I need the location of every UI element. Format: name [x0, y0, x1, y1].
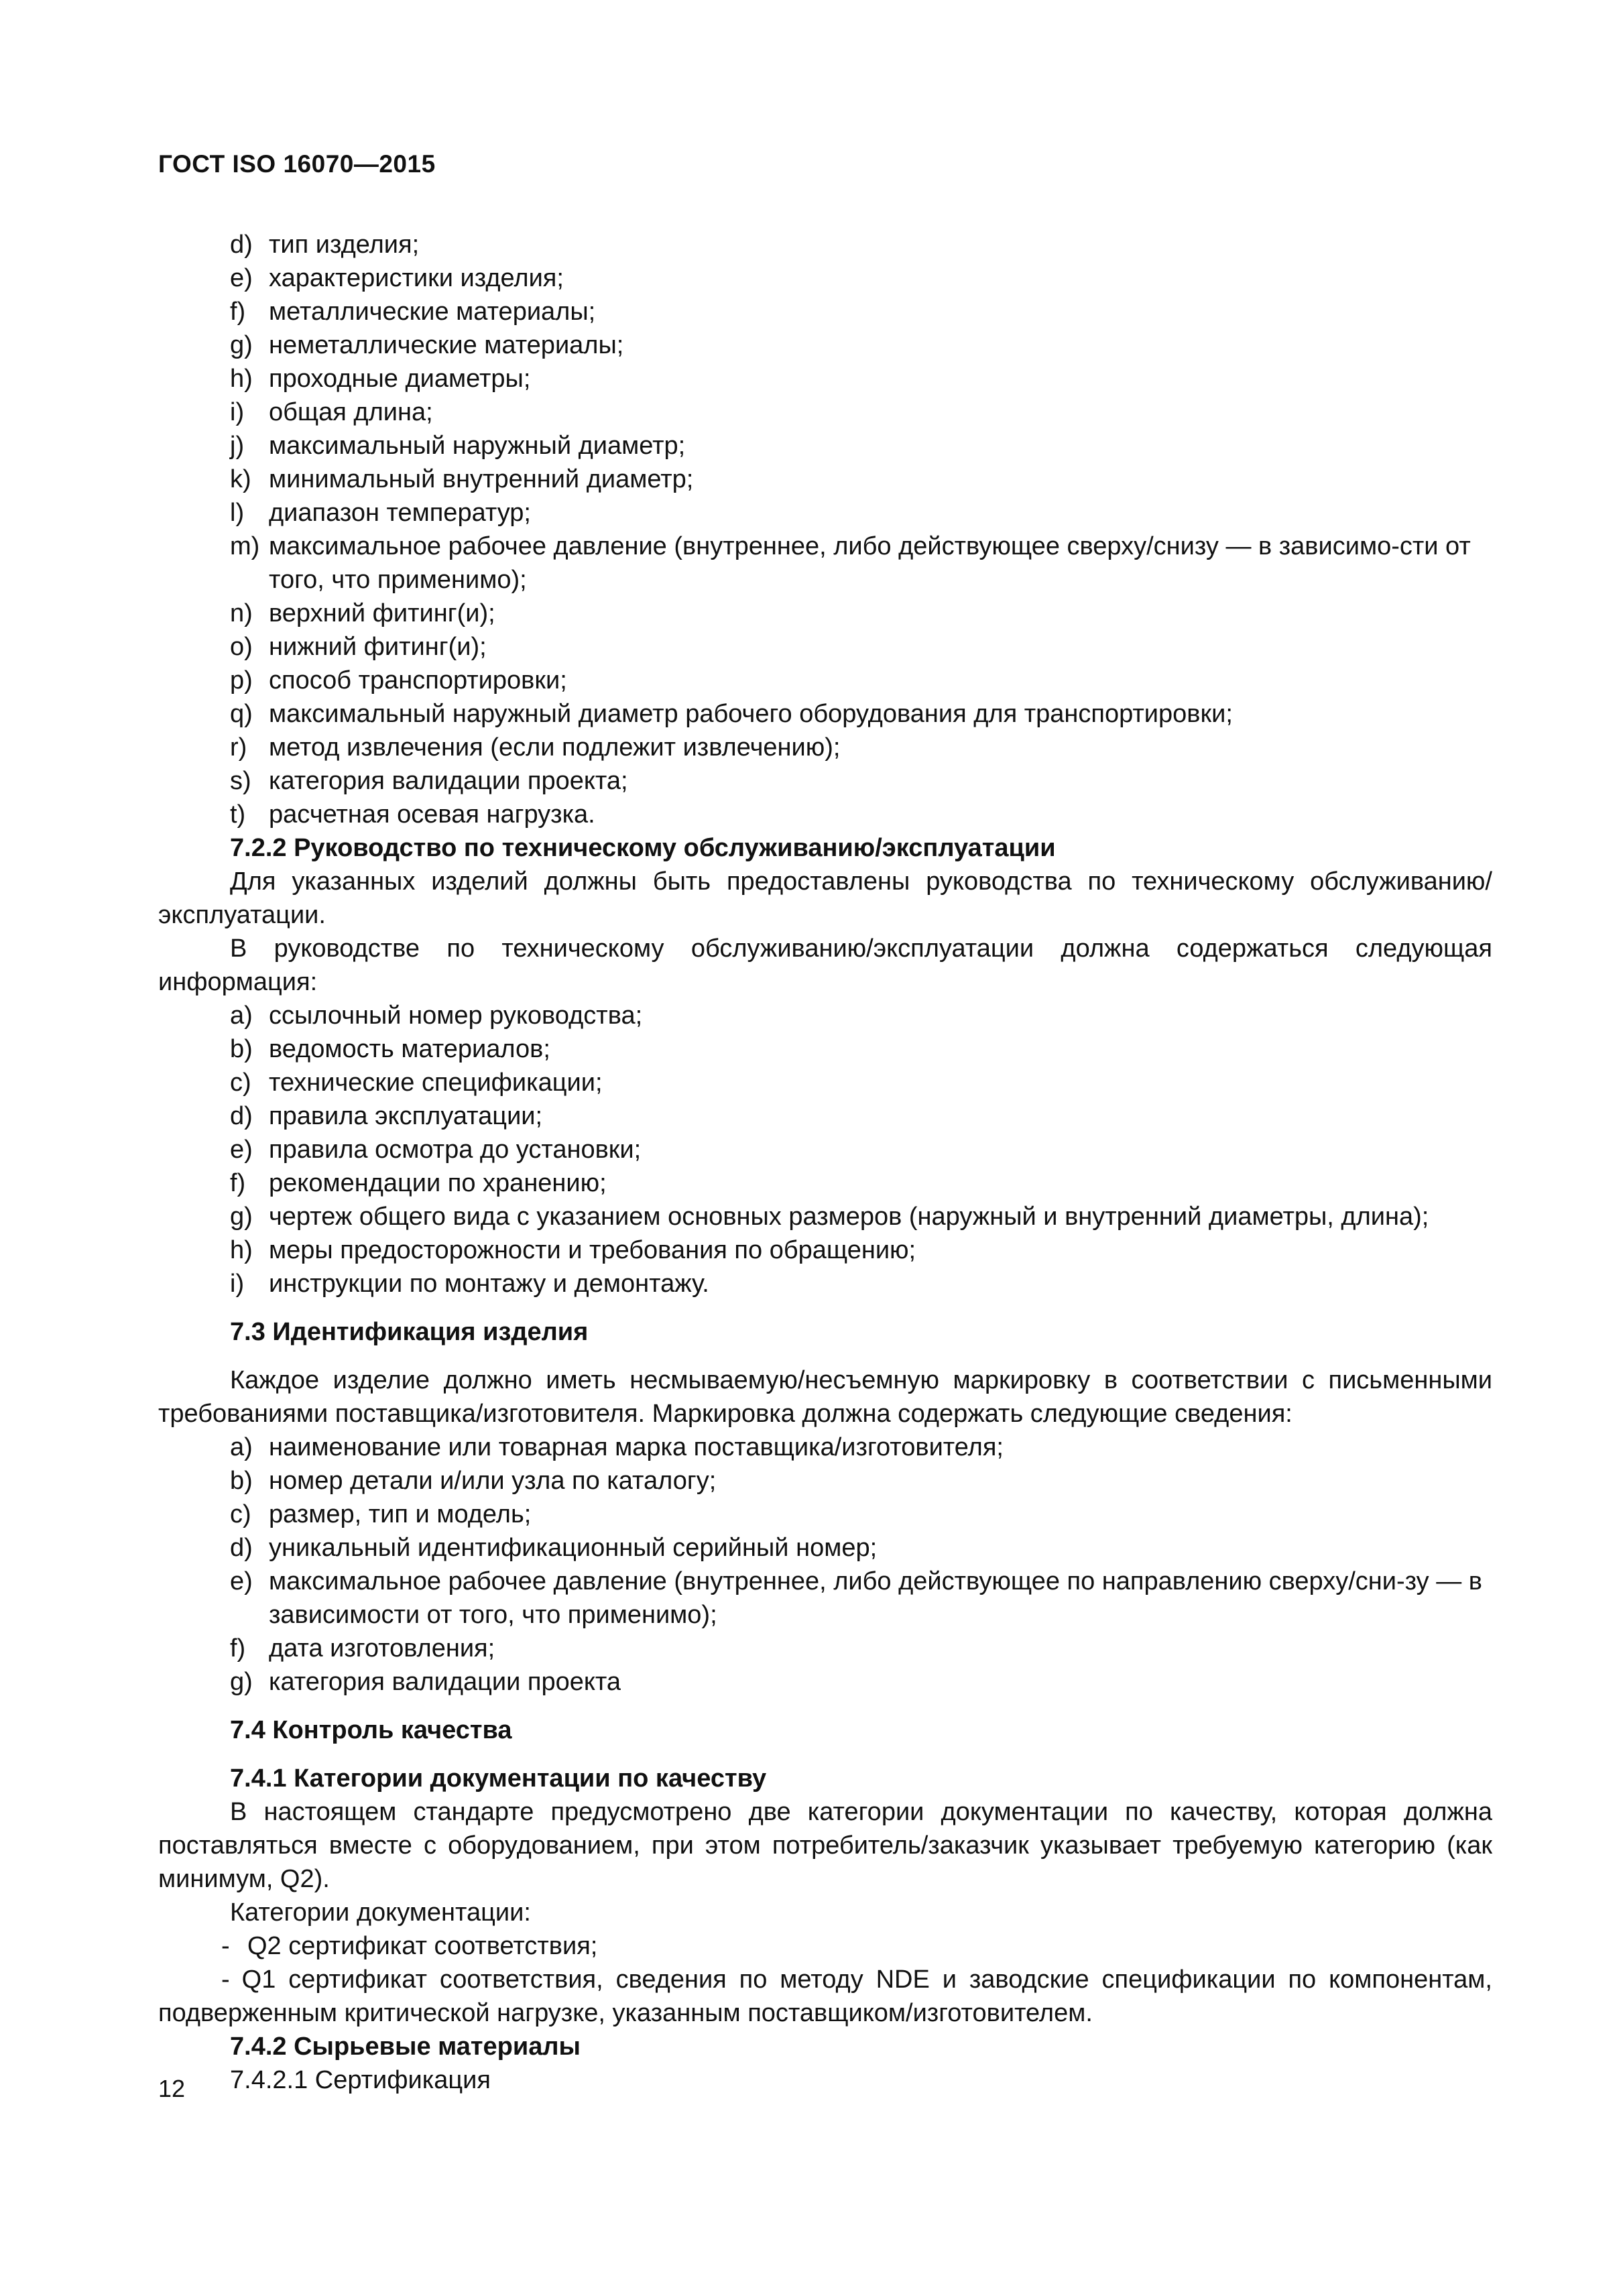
list-marker: m) — [230, 532, 260, 560]
list-item — [158, 1498, 1492, 1531]
list-marker: h) — [230, 1236, 253, 1264]
list-item — [158, 1099, 1492, 1133]
list-item-text: инструкции по монтажу и демонтажу. — [269, 1270, 709, 1298]
list-marker: c) — [230, 1500, 251, 1528]
list-item-text: метод извлечения (если подлежит извлечению); — [269, 733, 841, 762]
list-item-text: меры предосторожности и требования по обращению; — [269, 1236, 916, 1264]
page-content — [158, 228, 1492, 2097]
list-item — [158, 764, 1492, 798]
section-heading-7-2-2: 7.2.2 Руководство по техническому обслуживанию/эксплуатации — [230, 834, 1056, 862]
list-item-text: уникальный идентификационный серийный номер; — [269, 1534, 878, 1562]
dash-list-item — [158, 1963, 1492, 2030]
list-item — [158, 1066, 1492, 1099]
list-item — [158, 597, 1492, 630]
list-marker: b) — [230, 1467, 253, 1495]
list-marker: g) — [230, 331, 253, 359]
list-marker: a) — [230, 1002, 253, 1030]
page-number: 12 — [158, 2075, 186, 2102]
list-item — [158, 1464, 1492, 1498]
list-item-text: правила осмотра до установки; — [269, 1136, 642, 1164]
document-header: ГОСТ ISO 16070—2015 — [158, 150, 436, 178]
list-item — [158, 496, 1492, 530]
list-item — [158, 362, 1492, 396]
list-marker: g) — [230, 1668, 253, 1696]
list-marker: d) — [230, 231, 253, 259]
list-item — [158, 1565, 1492, 1632]
list-marker: a) — [230, 1433, 253, 1461]
list-marker: e) — [230, 264, 253, 292]
list-item — [158, 697, 1492, 731]
subsection-heading-7-4-2-1: 7.4.2.1 Сертификация — [230, 2066, 491, 2094]
list-item-text: максимальный наружный диаметр; — [269, 432, 686, 460]
list-item-text: технические спецификации; — [269, 1069, 603, 1097]
list-marker: o) — [230, 633, 253, 661]
list-item-text: наименование или товарная марка поставщика/изготовителя; — [269, 1433, 1004, 1461]
list-item-text: способ транспортировки; — [269, 666, 567, 694]
dash-item-text: Q2 сертификат соответствия; — [247, 1932, 598, 1960]
list-item — [158, 798, 1492, 831]
list-item — [158, 1200, 1492, 1233]
list-marker: p) — [230, 666, 253, 694]
section-heading-7-3: 7.3 Идентификация изделия — [230, 1318, 589, 1346]
list-item-text: диапазон температур; — [269, 499, 531, 527]
list-marker: f) — [230, 1169, 246, 1197]
list-marker: j) — [230, 432, 245, 460]
list-marker: d) — [230, 1102, 253, 1130]
list-marker: l) — [230, 499, 245, 527]
list-marker: g) — [230, 1203, 253, 1231]
list-item-text: неметаллические материалы; — [269, 331, 624, 359]
section-heading-7-4-1: 7.4.1 Категории документации по качеству — [230, 1764, 767, 1793]
dash-marker: - — [221, 1932, 230, 1960]
list-marker: f) — [230, 1634, 246, 1663]
dash-item-text: Q1 сертификат соответствия, сведения по методу NDE и заводские спецификации по компонентам, подверженным критической нагрузке, указанным поставщиком/изготовителем. — [158, 1966, 1492, 2027]
list-marker: i) — [230, 398, 245, 426]
list-item-text: верхний фитинг(и); — [269, 599, 495, 627]
list-item — [158, 429, 1492, 463]
list-item — [158, 731, 1492, 764]
list-marker: f) — [230, 298, 246, 326]
list-item — [158, 396, 1492, 429]
section-heading-7-4: 7.4 Контроль качества — [230, 1716, 512, 1744]
dash-marker: - — [221, 1966, 230, 1994]
list-item — [158, 1531, 1492, 1565]
section-heading-7-4-2: 7.4.2 Сырьевые материалы — [230, 2033, 581, 2061]
list-item — [158, 1267, 1492, 1301]
list-item — [158, 1431, 1492, 1464]
list-item — [158, 1032, 1492, 1066]
list-item-text: максимальное рабочее давление (внутреннее, либо действующее по направлению сверху/сни-зу — в зависимости от того, что применимо); — [269, 1567, 1482, 1629]
list-marker: d) — [230, 1534, 253, 1562]
list-marker: k) — [230, 465, 251, 493]
list-marker: r) — [230, 733, 247, 762]
list-item-text: тип изделия; — [269, 231, 420, 259]
list-item-text: проходные диаметры; — [269, 365, 531, 393]
list-item — [158, 1166, 1492, 1200]
list-item — [158, 261, 1492, 295]
dash-list-item — [158, 1929, 1492, 1963]
list-marker: t) — [230, 800, 246, 829]
list-item-text: характеристики изделия; — [269, 264, 564, 292]
list-marker: i) — [230, 1270, 245, 1298]
list-marker: e) — [230, 1567, 253, 1595]
list-marker: h) — [230, 365, 253, 393]
list-item-text: категория валидации проекта — [269, 1668, 621, 1696]
list-marker: c) — [230, 1069, 251, 1097]
paragraph: Каждое изделие должно иметь несмываемую/несъемную маркировку в соответствии с письменными требованиями поставщика/изготовителя. Маркировка должна содержать следующие сведения: — [158, 1366, 1492, 1428]
list-item-text: минимальный внутренний диаметр; — [269, 465, 694, 493]
list-item — [158, 1233, 1492, 1267]
list-item-text: нижний фитинг(и); — [269, 633, 487, 661]
list-item-text: категория валидации проекта; — [269, 767, 628, 795]
list-item-text: металлические материалы; — [269, 298, 596, 326]
list-item-text: номер детали и/или узла по каталогу; — [269, 1467, 717, 1495]
list-item-text: максимальное рабочее давление (внутреннее, либо действующее сверху/снизу — в зависимо-сти от того, что применимо); — [269, 532, 1471, 594]
list-item-text: рекомендации по хранению; — [269, 1169, 607, 1197]
list-item-text: чертеж общего вида с указанием основных размеров (наружный и внутренний диаметры, длина); — [269, 1203, 1429, 1231]
list-marker: q) — [230, 700, 253, 728]
list-marker: n) — [230, 599, 253, 627]
list-item-text: дата изготовления; — [269, 1634, 495, 1663]
list-item-text: правила эксплуатации; — [269, 1102, 543, 1130]
list-item — [158, 999, 1492, 1032]
list-item — [158, 630, 1492, 664]
list-item — [158, 295, 1492, 328]
list-item — [158, 530, 1492, 597]
list-item-text: максимальный наружный диаметр рабочего оборудования для транспортировки; — [269, 700, 1233, 728]
paragraph: В руководстве по техническому обслуживанию/эксплуатации должна содержаться следующая информация: — [158, 934, 1492, 996]
list-item — [158, 1632, 1492, 1665]
list-marker: e) — [230, 1136, 253, 1164]
list-item — [158, 664, 1492, 697]
list-marker: b) — [230, 1035, 253, 1063]
list-item-text: общая длина; — [269, 398, 433, 426]
list-item-text: ссылочный номер руководства; — [269, 1002, 643, 1030]
list-marker: s) — [230, 767, 251, 795]
list-item-text: расчетная осевая нагрузка. — [269, 800, 595, 829]
list-item — [158, 228, 1492, 261]
paragraph: Для указанных изделий должны быть предоставлены руководства по техническому обслуживанию/эксплуатации. — [158, 867, 1492, 929]
list-item — [158, 328, 1492, 362]
list-item-text: ведомость материалов; — [269, 1035, 550, 1063]
paragraph: В настоящем стандарте предусмотрено две категории документации по качеству, которая должна поставляться вместе с оборудованием, при этом потребитель/заказчик указывает требуемую категорию (как минимум, Q2). — [158, 1798, 1492, 1893]
list-item-text: размер, тип и модель; — [269, 1500, 532, 1528]
list-item — [158, 1133, 1492, 1166]
list-item — [158, 1665, 1492, 1699]
list-item — [158, 463, 1492, 496]
paragraph: Категории документации: — [230, 1898, 531, 1927]
